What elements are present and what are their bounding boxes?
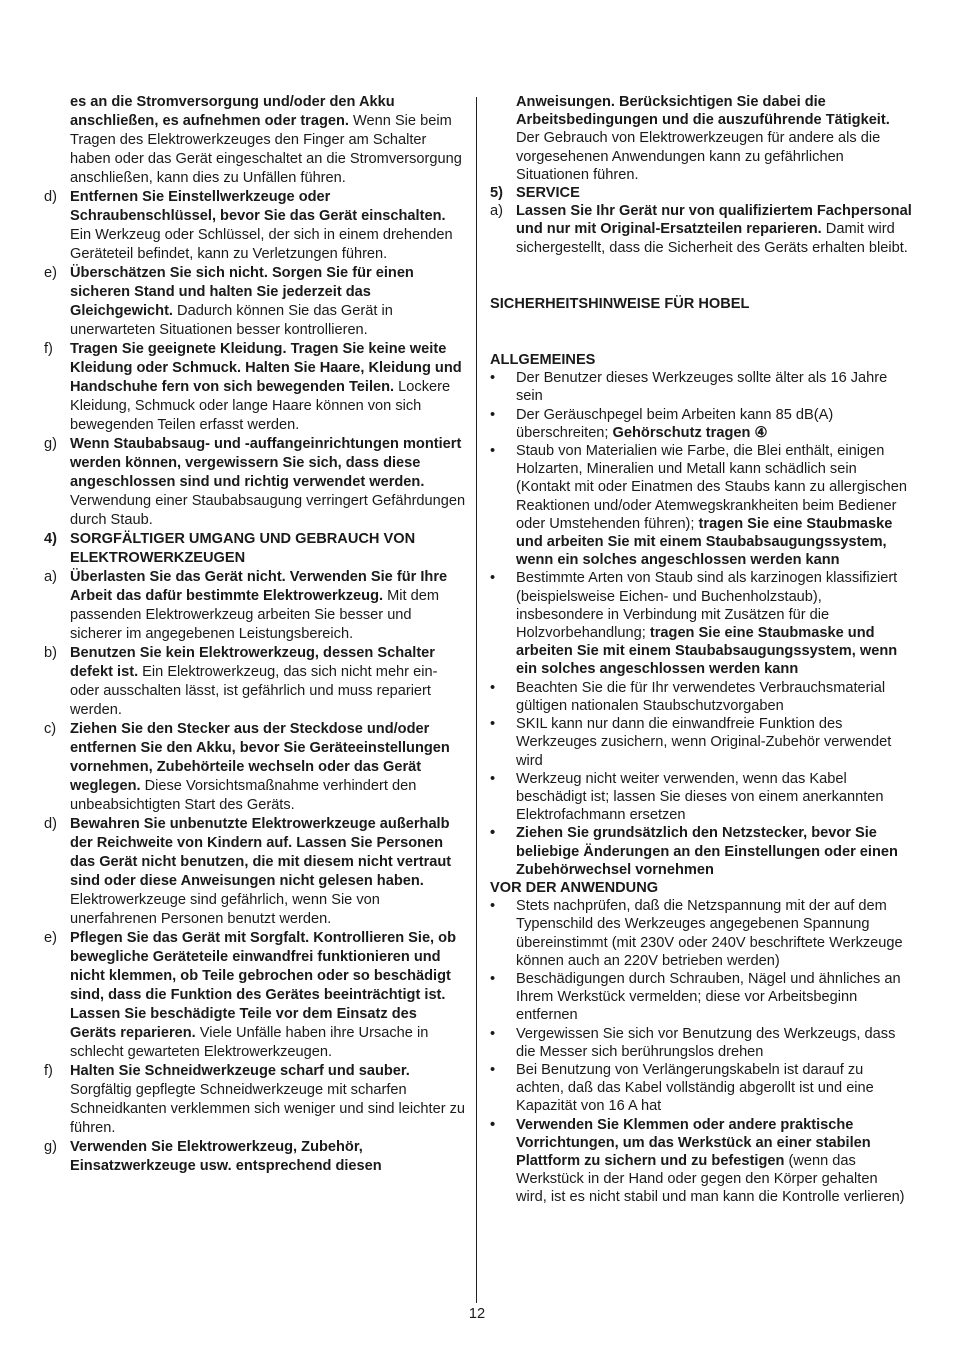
item-text: Mit dem passenden Elektrowerkzeug arbeiten Sie besser und sicherer im angegebenen Leistungsbereich.	[70, 588, 439, 642]
item-label: a)	[44, 569, 57, 585]
bullet-glyph: •	[490, 370, 496, 387]
item-text: Dadurch können Sie das Gerät in unerwarteten Situationen besser kontrollieren.	[70, 303, 393, 338]
bullet-item	[490, 406, 912, 442]
bullet-bold: tragen Sie eine Staubmaske und arbeiten Sie mit einem Staubabsaugungssystem, wenn ein solches angeschlossen werden kann	[516, 515, 893, 569]
item-text: Verwendung einer Staubabsaugung verringert Gefährdungen durch Staub.	[70, 493, 466, 528]
item-bold: Überlasten Sie das Gerät nicht. Verwenden Sie für Ihre Arbeit das dafür bestimmte Elektrowerkzeug.	[70, 569, 448, 604]
left-column	[44, 93, 466, 1176]
item-text: Damit wird sichergestellt, dass die Sicherheit des Geräts erhalten bleibt.	[516, 221, 908, 256]
heading-allgemeines: ALLGEMEINES	[490, 352, 596, 369]
bullet-glyph: •	[490, 825, 496, 842]
bullet-bold: Ziehen Sie grundsätzlich den Netzstecker, bevor Sie beliebige Änderungen an den Einstellungen oder einen Zubehörwechsel vornehmen	[516, 825, 898, 878]
bullet-text: Stets nachprüfen, daß die Netzspannung mit der auf dem Typenschild des Werkzeuges angegebenen Spannung übereinstimmt (mit 230V oder 240V beschriftete Werkzeuge können auch an 220V betrieben werden)	[516, 898, 903, 969]
bullet-glyph: •	[490, 570, 496, 587]
item-text: Viele Unfälle haben ihre Ursache in schlecht gewarteten Elektrowerkzeugen.	[70, 1025, 429, 1060]
bullet-glyph: •	[490, 970, 496, 987]
bullet-glyph: •	[490, 770, 496, 787]
bullet-bold: Verwenden Sie Klemmen oder andere praktische Vorrichtungen, um das Werkstück an einer stabilen Plattform zu sichern und zu befestigen	[516, 1116, 871, 1169]
item-text: Sorgfältig gepflegte Schneidwerkzeuge mit scharfen Schneidkanten verklemmen sich weniger und sind leichter zu führen.	[70, 1082, 466, 1136]
bullet-text: Beschädigungen durch Schrauben, Nägel und ähnliches an Ihrem Werkstück vermelden; diese vor Arbeitsbeginn entfernen	[516, 970, 901, 1024]
item-bold: Pflegen Sie das Gerät mit Sorgfalt. Kontrollieren Sie, ob bewegliche Geräteteile einwandfrei funktionieren und nicht klemmen, ob Teile gebrochen oder so beschädigt sind, dass die Funktion des Gerätes beeinträchtigt ist. Lassen Sie beschädigte Teile vor dem Einsatz des Geräts reparieren.	[70, 930, 457, 1041]
bullet-glyph: •	[490, 898, 496, 915]
bullet-item	[490, 824, 912, 879]
bullet-glyph: •	[490, 443, 496, 460]
bullet-item	[490, 679, 912, 715]
cont-text: Der Gebrauch von Elektrowerkzeugen für andere als die vorgesehenen Anwendungen kann zu gefährlichen Situationen führen.	[516, 130, 881, 183]
bullet-glyph: •	[490, 716, 496, 733]
bullet-text: Der Benutzer dieses Werkzeuges sollte älter als 16 Jahre sein	[516, 370, 888, 405]
list-item	[44, 644, 466, 720]
section-heading	[44, 530, 466, 568]
item-label: e)	[44, 265, 57, 281]
list-item	[44, 568, 466, 644]
page-number: 12	[468, 1306, 486, 1322]
heading-vor-der-anwendung: VOR DER ANWENDUNG	[490, 879, 659, 896]
bullet-text: Bestimmte Arten von Staub sind als karzinogen klassifiziert (beispielsweise Eichen- und Buchenholzstaub), insbesondere in Verbindung mit Zusätzen für die Holzvorbehandlung;	[516, 570, 898, 642]
item-bold: Bewahren Sie unbenutzte Elektrowerkzeuge außerhalb der Reichweite von Kindern auf. Lassen Sie Personen das Gerät nicht benutzen, die mit diesem nicht vertraut sind oder diese Anweisungen nicht gelesen haben.	[70, 816, 452, 889]
section-title: SERVICE	[516, 185, 580, 202]
bullet-item	[490, 1025, 912, 1061]
bullet-item	[490, 970, 912, 1025]
item-bold: Überschätzen Sie sich nicht. Sorgen Sie für einen sicheren Stand und halten Sie jederzeit das Gleichgewicht.	[70, 265, 414, 319]
item-label: g)	[44, 436, 57, 452]
bullet-item	[490, 442, 912, 569]
list-item	[44, 340, 466, 435]
bullet-text: SKIL kann nur dann die einwandfreie Funktion des Werkzeuges zusichern, wenn Original-Zubehör verwendet wird	[516, 716, 892, 769]
list-item	[44, 720, 466, 815]
intro-bold: es an die Stromversorgung und/oder den Akku anschließen, es aufnehmen oder tragen.	[70, 94, 395, 129]
list-item	[44, 188, 466, 264]
item-bold: Wenn Staubabsaug- und -auffangeinrichtungen montiert werden können, vergewissern Sie sich, dass diese angeschlossen sind und richtig verwendet werden.	[70, 436, 462, 490]
item-text: Diese Vorsichtsmaßnahme verhindert den unbeabsichtigten Start des Geräts.	[70, 778, 417, 813]
bullet-glyph: •	[490, 1061, 496, 1078]
list-item	[44, 264, 466, 340]
continued-paragraph	[490, 93, 912, 184]
item-bold: Ziehen Sie den Stecker aus der Steckdose und/oder entfernen Sie den Akku, bevor Sie Geräteeinstellungen vornehmen, Zubehörteile wechseln oder das Gerät weglegen.	[70, 721, 450, 794]
bullet-item	[490, 1116, 912, 1207]
bullet-item	[490, 715, 912, 770]
bullet-glyph: •	[490, 406, 496, 423]
bullet-glyph: •	[490, 1025, 496, 1042]
item-text: Elektrowerkzeuge sind gefährlich, wenn Sie von unerfahrenen Personen benutzt werden.	[70, 892, 380, 927]
list-item	[44, 1062, 466, 1138]
item-label: d)	[44, 189, 57, 205]
list-item	[44, 815, 466, 929]
section-title: SORGFÄLTIGER UMGANG UND GEBRAUCH VON ELEKTROWERKZEUGEN	[70, 531, 416, 566]
bullet-item	[490, 897, 912, 970]
bullet-text: Staub von Materialien wie Farbe, die Blei enthält, einigen Holzarten, Mineralien und Metall kann schädlich sein (Kontakt mit oder Einatmen des Staubs kann zu allergischen Reaktionen und/oder Atemwegskrankheiten beim Bediener oder Umstehenden führen);	[516, 443, 908, 532]
bullet-text: Bei Benutzung von Verlängerungskabeln ist darauf zu achten, daß das Kabel vollständig abgerollt ist und eine Kapazität von 16 A hat	[516, 1061, 874, 1115]
section-number: 4)	[44, 531, 57, 547]
intro-text: Wenn Sie beim Tragen des Elektrowerkzeuges den Finger am Schalter haben oder das Gerät eingeschaltet an die Stromversorgung anschließen, kann dies zu Unfällen führen.	[70, 113, 462, 186]
item-text: Lockere Kleidung, Schmuck oder lange Haare können von sich bewegenden Teilen erfasst werden.	[70, 379, 451, 433]
bullet-item	[490, 569, 912, 678]
intro-paragraph	[44, 93, 466, 188]
section-heading	[490, 184, 912, 202]
item-text: Ein Werkzeug oder Schlüssel, der sich in einem drehenden Geräteteil befindet, kann zu Verletzungen führen.	[70, 227, 453, 262]
item-label: c)	[44, 721, 57, 737]
list-item	[44, 435, 466, 530]
list-item	[44, 1138, 466, 1176]
item-bold: Benutzen Sie kein Elektrowerkzeug, dessen Schalter defekt ist.	[70, 645, 435, 680]
item-label: f)	[44, 341, 53, 357]
bullet-text: Der Geräuschpegel beim Arbeiten kann 85 dB(A) überschreiten;	[516, 406, 834, 441]
bullet-item	[490, 369, 912, 405]
bullet-glyph: •	[490, 1116, 496, 1133]
item-label: e)	[44, 930, 57, 946]
bullet-item	[490, 1061, 912, 1116]
bullet-text: Werkzeug nicht weiter verwenden, wenn das Kabel beschädigt ist; lassen Sie dieses von einem anerkannten Elektrofachmann ersetzen	[516, 770, 884, 824]
bullet-text: Vergewissen Sie sich vor Benutzung des Werkzeugs, dass die Messer sich berührungslos drehen	[516, 1025, 896, 1060]
item-bold: Halten Sie Schneidwerkzeuge scharf und sauber.	[70, 1063, 410, 1079]
item-label: b)	[44, 645, 57, 661]
heading-hobel: SICHERHEITSHINWEISE FÜR HOBEL	[490, 295, 750, 312]
item-bold: Entfernen Sie Einstellwerkzeuge oder Schraubenschlüssel, bevor Sie das Gerät einschalten.	[70, 189, 446, 224]
item-label: d)	[44, 816, 57, 832]
cont-bold: Anweisungen. Berücksichtigen Sie dabei die Arbeitsbedingungen und die auszuführende Tätigkeit.	[516, 94, 890, 129]
item-label: a)	[490, 203, 503, 220]
section-number: 5)	[490, 185, 503, 202]
item-label: f)	[44, 1063, 53, 1079]
bullet-glyph: •	[490, 679, 496, 696]
column-divider	[476, 97, 477, 1303]
bullet-bold: tragen Sie eine Staubmaske und arbeiten Sie mit einem Staubabsaugungssystem, wenn ein solches angeschlossen werden kann	[516, 625, 898, 678]
item-label: g)	[44, 1139, 57, 1155]
bullet-bold: Gehörschutz tragen ④	[612, 424, 768, 441]
list-item	[44, 929, 466, 1062]
bullet-text: (wenn das Werkstück in der Hand oder gegen den Körper gehalten wird, ist es nicht stabil und man kann die Kontrolle verlieren)	[516, 1152, 905, 1206]
item-text: Ein Elektrowerkzeug, das sich nicht mehr ein- oder ausschalten lässt, ist gefährlich und muss repariert werden.	[70, 664, 438, 718]
item-bold: Verwenden Sie Elektrowerkzeug, Zubehör, Einsatzwerkzeuge usw. entsprechend diesen	[70, 1139, 382, 1174]
list-item	[490, 202, 912, 257]
right-column	[490, 93, 912, 1207]
bullet-text: Beachten Sie die für Ihr verwendetes Verbrauchsmaterial gültigen nationalen Staubschutzvorgaben	[516, 679, 886, 714]
item-bold: Lassen Sie Ihr Gerät nur von qualifiziertem Fachpersonal und nur mit Original-Ersatzteilen reparieren.	[516, 203, 912, 238]
item-bold: Tragen Sie geeignete Kleidung. Tragen Sie keine weite Kleidung oder Schmuck. Halten Sie Haare, Kleidung und Handschuhe fern von sich bewegenden Teilen.	[70, 341, 462, 395]
bullet-item	[490, 770, 912, 825]
